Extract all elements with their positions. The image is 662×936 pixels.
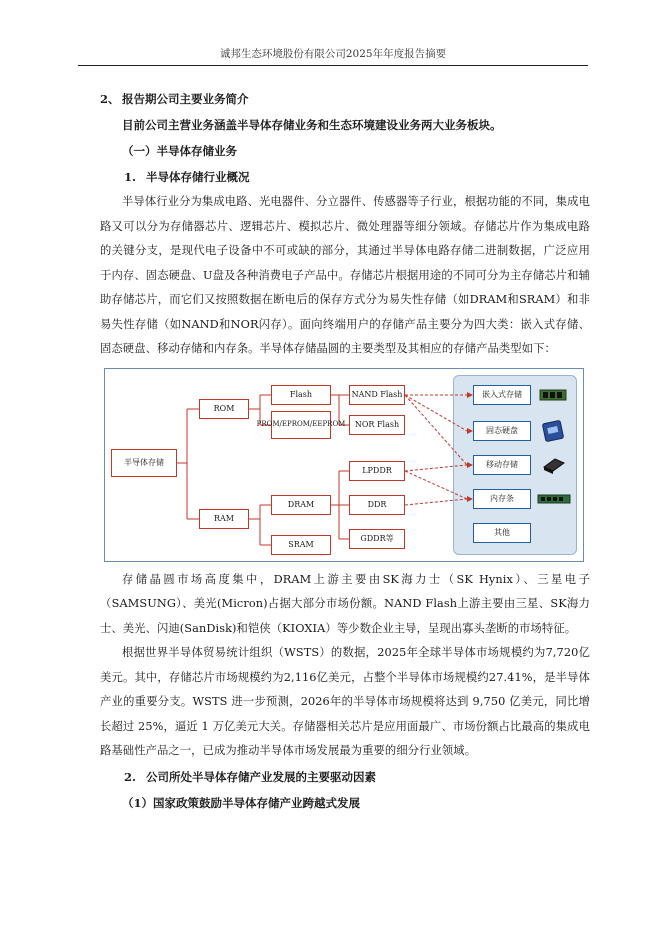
emmc-chip-icon — [539, 387, 567, 403]
subsection-heading-1: （一）半导体存储业务 — [122, 144, 237, 158]
section-heading — [100, 86, 590, 112]
section-number: 2、 — [100, 92, 120, 106]
product-other: 其他 — [473, 523, 531, 543]
node-lpddr: LPDDR — [349, 461, 405, 481]
node-sram: SRAM — [271, 535, 331, 555]
section-title: 报告期公司主要业务简介 — [122, 92, 249, 106]
item-title-1: 半导体存储行业概况 — [146, 170, 250, 184]
item-heading-1 — [100, 164, 590, 190]
ssd-drive-icon — [541, 419, 565, 443]
node-gddr: GDDR等 — [349, 529, 405, 549]
node-ram: RAM — [199, 509, 249, 529]
portable-drive-icon — [541, 453, 567, 475]
paragraph-wafer-market: 存储晶圆市场高度集中，DRAM上游主要由SK海力士（SK Hynix）、三星电子（SAMSUNG）、美光(Micron)占据大部分市场份额。NAND Flash上游主要由三星、SK海力士、美光、闪迪(SanDisk)和铠侠（KIOXIA）等少数企业主导，呈现出寡头垄断的市场特征。 — [100, 572, 590, 635]
product-ssd: 固态硬盘 — [473, 421, 531, 441]
product-memory-module: 内存条 — [473, 489, 531, 509]
node-flash: Flash — [271, 385, 331, 405]
page-header — [78, 46, 588, 66]
item-title-2: 公司所处半导体存储产业发展的主要驱动因素 — [146, 769, 376, 784]
node-semiconductor-storage: 半导体存储 — [111, 449, 177, 477]
node-prom: PROM/EPROM/EEPROM — [271, 411, 331, 439]
section-intro: 目前公司主营业务涵盖半导体存储业务和生态环境建设业务两大业务板块。 — [122, 118, 502, 132]
node-ddr: DDR — [349, 495, 405, 515]
node-dram: DRAM — [271, 495, 331, 515]
product-embedded-storage: 嵌入式存储 — [473, 385, 531, 405]
node-rom: ROM — [199, 399, 249, 419]
node-nor-flash: NOR Flash — [349, 415, 405, 435]
product-mobile-storage: 移动存储 — [473, 455, 531, 475]
paragraph-wsts-data: 根据世界半导体贸易统计组织（WSTS）的数据，2025年全球半导体市场规模约为7,720亿美元。其中，存储芯片市场规模约为2,116亿美元，占整个半导体市场规模约27.41%，是半导体产业的重要分支。WSTS 进一步预测，2026年的半导体市场规模将达到 9,750 亿美元，同比增长超过 25%，逼近 1 万亿美元大关。存储器相关芯片是应用面最广、市场份额占比最高的集成电路基础性产品之一，已成为推动半导体市场发展最为重要的细分行业领域。 — [100, 646, 590, 757]
paragraph-overview: 半导体行业分为集成电路、光电器件、分立器件、传感器等子行业，根据功能的不同，集成电路又可以分为存储器芯片、逻辑芯片、模拟芯片、微处理器等细分领域。存储芯片作为集成电路的关键分支，是现代电子设备中不可或缺的部分，其通过半导体电路存储二进制数据，广泛应用于内存、固态硬盘、U盘及各种消费电子产品中。存储芯片根据用途的不同可分为主存储芯片和辅助存储芯片，而它们又按照数据在断电后的保存方式分为易失性存储（如DRAM和SRAM）和非易失性存储（如NAND和NOR闪存）。面向终端用户的存储产品主要分为四大类：嵌入式存储、固态硬盘、移动存储和内存条。半导体存储晶圆的主要类型及其相应的存储产品类型如下： — [100, 195, 590, 355]
ram-stick-icon — [537, 493, 571, 505]
storage-classification-diagram — [104, 368, 584, 562]
node-nand-flash: NAND Flash — [349, 385, 405, 405]
item-number-2: 2. — [124, 769, 137, 784]
document-body — [100, 86, 590, 816]
item-number-1: 1. — [124, 170, 137, 184]
item-heading-2 — [100, 764, 590, 790]
subsection-heading-2: （1）国家政策鼓励半导体存储产业跨越式发展 — [122, 795, 360, 810]
header-title: 诚邦生态环境股份有限公司2025年年度报告摘要 — [219, 48, 447, 60]
